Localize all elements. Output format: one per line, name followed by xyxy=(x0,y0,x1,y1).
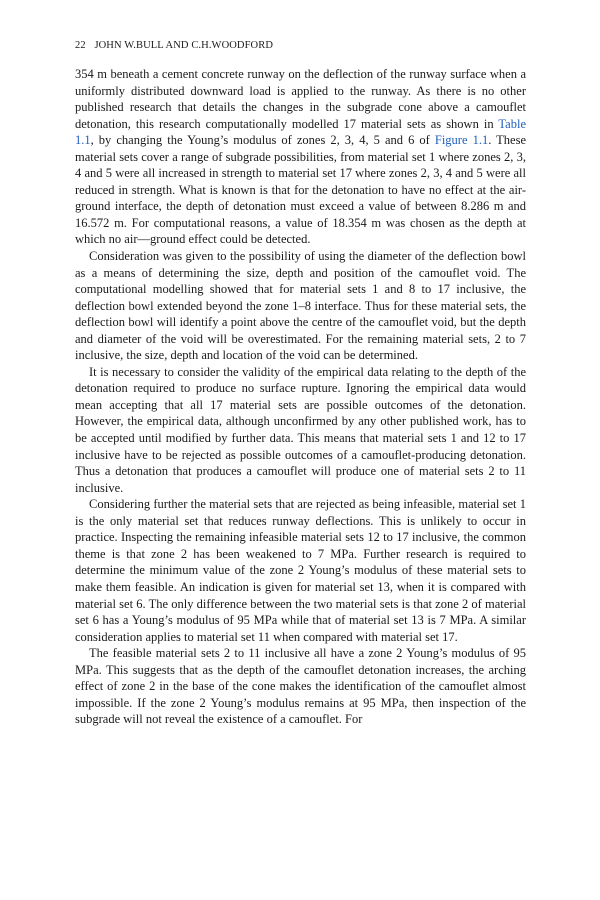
body-text xyxy=(75,66,526,728)
paragraph xyxy=(75,66,526,248)
paragraph xyxy=(75,364,526,496)
figure-1-1-link[interactable]: Figure 1.1 xyxy=(434,133,489,148)
running-header xyxy=(75,40,273,51)
text-run: Consideration was given to the possibility of using the diameter of the deflection bowl as a means of determining the size, depth and position of the camouflet void. The computational modelling showed that for material sets 1 and 8 to 17 inclusive, the deflection bowl extended beyond the zone 1–8 interface. Thus for these material sets, the deflection bowl will identify a point above the centre of the camouflet void, but the depth and diameter of the void will be overestimated. For the remaining material sets, 2 to 7 inclusive, the size, depth and location of the void can be determined. xyxy=(75,249,526,363)
text-run: . These material sets cover a range of subgrade possibilities, from material set 1 where zones 2, 3, 4 and 5 were all increased in strength to material set 17 where zones 2, 3, 4 and 5 were all reduced in strength. What is known is that for the detonation to have no effect at the air-ground interface, the depth of detonation must exceed a value of between 8.286 m and 16.572 m. For computational reasons, a value of 18.354 m was chosen as the depth at which no air—ground effect could be detected. xyxy=(75,133,527,247)
text-run: It is necessary to consider the validity of the empirical data relating to the depth of the detonation required to produce no surface rupture. Ignoring the empirical data would mean accepting that all 17 material sets are possible outcomes of the detonation. However, the empirical data, although unconfirmed by any other published work, has to be accepted until modified by further data. This means that material sets 1 and 12 to 17 inclusive have to be rejected as possible outcomes of a camouflet-producing detonation. Thus a detonation that produces a camouflet will produce one of material sets 2 to 11 inclusive. xyxy=(75,364,526,495)
paragraph xyxy=(75,645,526,728)
page-number: 22 xyxy=(75,40,86,51)
text-run: 354 m beneath a cement concrete runway on the deflection of the runway surface when a uniformly distributed downward load is applied to the runway. As there is no other published research that details the changes in the subgrade cone above a camouflet detonation, this research computationally modelled 17 material sets as shown in xyxy=(75,67,526,131)
table-1-1-link[interactable]: Table 1.1 xyxy=(75,116,526,148)
running-title: JOHN W.BULL AND C.H.WOODFORD xyxy=(94,40,274,51)
text-run: , by changing the Young’s modulus of zones 2, 3, 4, 5 and 6 of xyxy=(90,133,435,148)
paragraph xyxy=(75,496,526,645)
text-run: The feasible material sets 2 to 11 inclusive all have a zone 2 Young’s modulus of 95 MPa. This suggests that as the depth of the camouflet detonation increases, the arching effect of zone 2 in the base of the cone makes the identification of the camouflet almost impossible. If the zone 2 Young’s modulus remains at 95 MPa, then inspection of the subgrade will not reveal the existence of a camouflet. For xyxy=(75,646,526,727)
text-run: Considering further the material sets that are rejected as being infeasible, material set 1 is the only material set that reduces runway deflections. This is unlikely to occur in practice. Inspecting the remaining infeasible material sets 12 to 17 inclusive, the common theme is that zone 2 has been weakened to 7 MPa. Further research is required to determine the minimum value of the zone 2 Young’s modulus of these material sets to make them feasible. An indication is given for material set 13, when it is compared with material set 6. The only difference between the two material sets is that zone 2 of material set 6 has a Young’s modulus of 95 MPa while that of material set 13 is 7 MPa. A similar consideration applies to material set 11 when compared with material set 17. xyxy=(75,497,526,644)
paragraph xyxy=(75,248,526,364)
